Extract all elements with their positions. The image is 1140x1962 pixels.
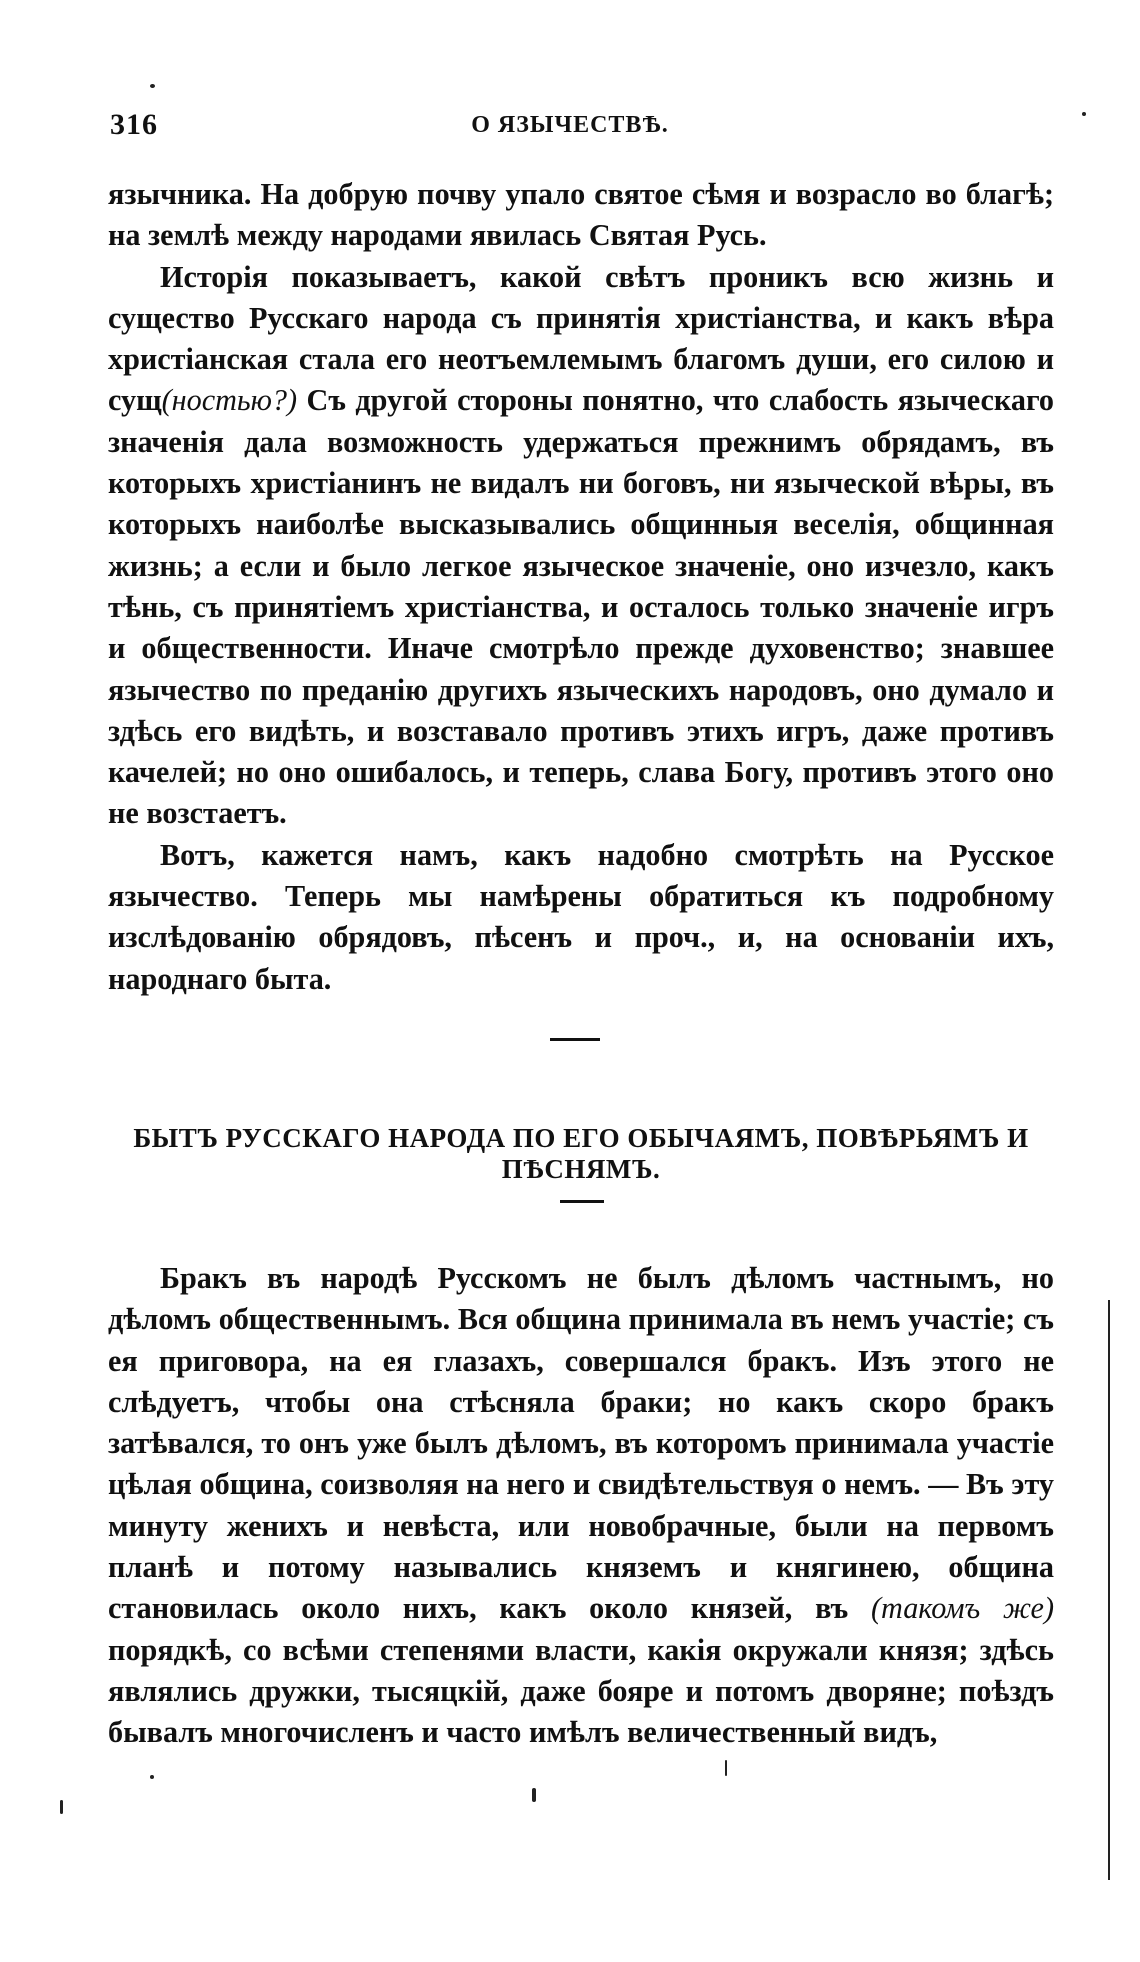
margin-line [1108,1300,1110,1880]
text-run: Съ другой стороны понятно, что слабость языческаго значенія дала возможность удержаться прежнимъ обрядамъ, въ которыхъ христіанинъ не видалъ ни боговъ, ни языческой вѣры, въ которыхъ наиболѣе высказывались общинныя веселія, общинная жизнь; а если и было легкое языческое значеніе, оно изчезло, какъ тѣнь, съ принятіемъ христіанства, и осталось только значеніе игръ и общественности. Иначе смотрѣло прежде духовенство; знавшее язычество по преданію другихъ языческихъ народовъ, оно думало и здѣсь его видѣть, и возставало противъ этихъ игръ, даже противъ качелей; но оно ошибалось, и теперь, слава Богу, противъ этого оно не возстаетъ. [108,383,1054,831]
text-run: Исторія показываетъ, какой свѣтъ проникъ всю жизнь и существо Русскаго народа съ принятія христіанства, и какъ вѣра христіанская стала его неотъемлемымъ благомъ души, его силою и сущ [108,259,1054,418]
paragraph [108,174,1054,257]
paragraph [108,257,1054,835]
page-number: 316 [110,108,158,141]
ink-speck [532,1788,536,1802]
ink-speck [1082,112,1086,116]
paragraph [108,1258,1054,1754]
section-body-1 [108,174,1054,1000]
title-divider [560,1200,604,1203]
page-header [110,108,1030,148]
handwritten-annotation: (такомъ же) [870,1591,1055,1626]
handwritten-annotation: (ностью?) [161,383,298,418]
text-run: Бракъ въ народѣ Русскомъ не былъ дѣломъ частнымъ, но дѣломъ общественнымъ. Вся община принимала въ немъ участіе; съ ея приговора, на ея глазахъ, совершался бракъ. Изъ этого не слѣдуетъ, чтобы она стѣсняла браки; но какъ скоро бракъ затѣвался, то онъ уже былъ дѣломъ, въ которомъ принимала участіе цѣлая община, соизволяя на него и свидѣтельствуя о немъ. — Въ эту минуту женихъ и невѣста, или новобрачные, были на первомъ планѣ и потому назывались княземъ и княгинею, община становилась около нихъ, какъ около князей, въ [108,1261,1054,1626]
ink-speck [725,1760,727,1776]
section-body-2 [108,1258,1054,1754]
running-title: О ЯЗЫЧЕСТВѢ. [471,112,669,138]
paragraph [108,835,1054,1000]
chapter-title: БЫТЪ РУССКАГО НАРОДА ПО ЕГО ОБЫЧАЯМЪ, ПОВѢРЬЯМЪ И ПѢСНЯМЪ. [133,1123,1029,1184]
text-run: Вотъ, кажется намъ, какъ надобно смотрѣть на Русское язычество. Теперь мы намѣрены обратиться къ подробному изслѣдованію обрядовъ, пѣсенъ и проч., и, на основаніи ихъ, народнаго быта. [108,837,1054,996]
text-run: порядкѣ, со всѣми степенями власти, какія окружали князя; здѣсь являлись дружки, тысяцкій, даже бояре и потомъ дворяне; поѣздъ бывалъ многочисленъ и часто имѣлъ величественный видъ, [108,1632,1054,1750]
ink-speck [150,84,155,88]
section-divider [550,1038,600,1041]
ink-speck [150,1775,154,1779]
text-run: язычника. На добрую почву упало святое сѣмя и возрасло во благѣ; на землѣ между народами явилась Святая Русь. [108,177,1054,253]
ink-speck [60,1800,63,1814]
